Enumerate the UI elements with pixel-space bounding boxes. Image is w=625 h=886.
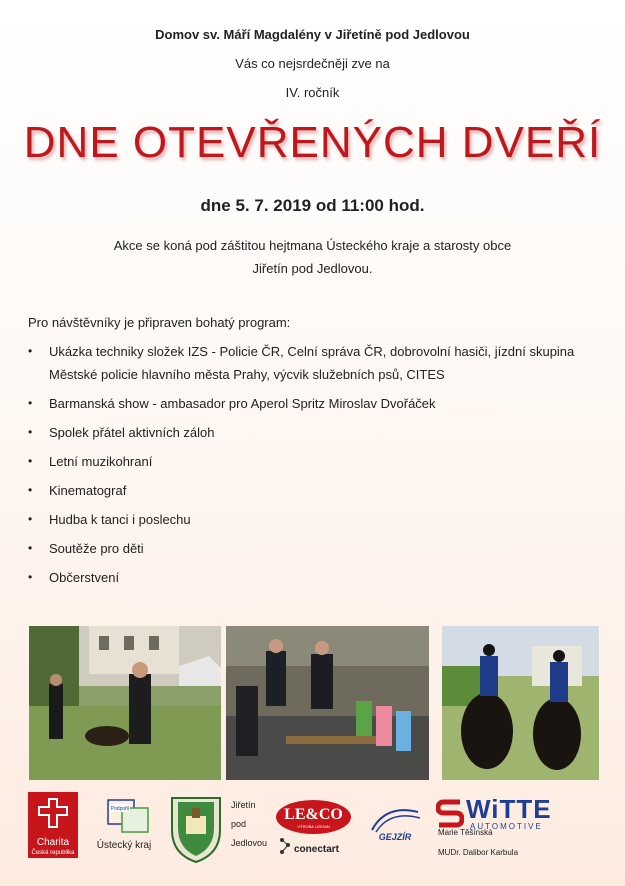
witte-name: WiTTE — [466, 794, 552, 824]
program-item: • Ukázka techniky složek IZS - Policie ČR, Celní správa ČR, dobrovolní hasiči, jízdní skupina Městské policie hlavního města Prahy, výcvik služebních psů, CITES — [28, 340, 588, 386]
event-title: DNE OTEVŘENÝCH DVEŘÍ — [23, 118, 602, 167]
gejzir-wave-icon — [366, 802, 424, 842]
invitation-line: Vás co nejsrdečněji zve na — [235, 56, 390, 71]
program-item: • Soutěže pro děti — [28, 537, 588, 560]
jiretin-line-3: Jedlovou — [231, 838, 268, 848]
kraj-emblem-icon — [92, 794, 156, 838]
gejzir-logo — [366, 802, 424, 842]
jiretin-text — [231, 796, 267, 853]
witte-s-icon — [436, 798, 464, 828]
patronage-line-1: Akce se koná pod záštitou hejtmana Ústeckého kraje a starosty obce — [113, 238, 512, 253]
program-item: • Letní muzikohraní — [28, 450, 588, 473]
charita-logo — [28, 792, 78, 858]
patronage-line-2: Jiřetín pod Jedlovou. — [252, 261, 373, 276]
kraj-label: Ústecký kraj — [96, 840, 152, 851]
charita-name: Charita — [36, 837, 70, 848]
leco-name: LE&CO — [284, 806, 343, 823]
charita-sub: Česká republika — [31, 850, 75, 856]
leco-sub: VÝROBA UZENIN — [297, 824, 330, 829]
leco-logo — [276, 800, 351, 834]
program-item: • Občerstvení — [28, 566, 588, 589]
organizer-line: Domov sv. Máří Magdalény v Jiřetíně pod Jedlovou — [155, 27, 470, 42]
jiretin-line-1: Jiřetín — [231, 800, 256, 810]
sponsor-person-1: Marie Těšínská — [438, 828, 493, 837]
program-intro: Pro návštěvníky je připraven bohatý program: — [28, 315, 291, 330]
jiretin-line-2: pod — [231, 819, 247, 829]
jiretin-coat-of-arms-icon — [168, 794, 224, 864]
sponsor-person-2: MUDr. Dalibor Karbula — [438, 848, 519, 857]
edition-line: IV. ročník — [285, 85, 340, 100]
kraj-badge-text: Podpořil — [110, 806, 130, 812]
photo-dog-training — [29, 626, 221, 780]
witte-sub: AUTOMOTIVE — [470, 822, 543, 831]
event-date: dne 5. 7. 2019 od 11:00 hod. — [200, 196, 425, 215]
program-item: • Spolek přátel aktivních záloh — [28, 421, 588, 444]
gejzir-name: GEJZÍR — [378, 832, 412, 842]
conectart-name: conectart — [294, 844, 340, 855]
patronage-text — [0, 234, 625, 280]
conectart-icon — [278, 836, 294, 856]
program-item: • Kinematograf — [28, 479, 588, 502]
program-list — [28, 340, 588, 595]
ustecky-kraj-logo — [92, 794, 156, 854]
sponsor-logos — [0, 790, 625, 880]
program-item: • Hudba k tanci i poslechu — [28, 508, 588, 531]
photo-mounted-police — [442, 626, 599, 780]
cross-icon — [28, 792, 78, 832]
photo-equipment-display — [226, 626, 429, 780]
program-item: • Barmanská show - ambasador pro Aperol Spritz Miroslav Dvořáček — [28, 392, 588, 415]
